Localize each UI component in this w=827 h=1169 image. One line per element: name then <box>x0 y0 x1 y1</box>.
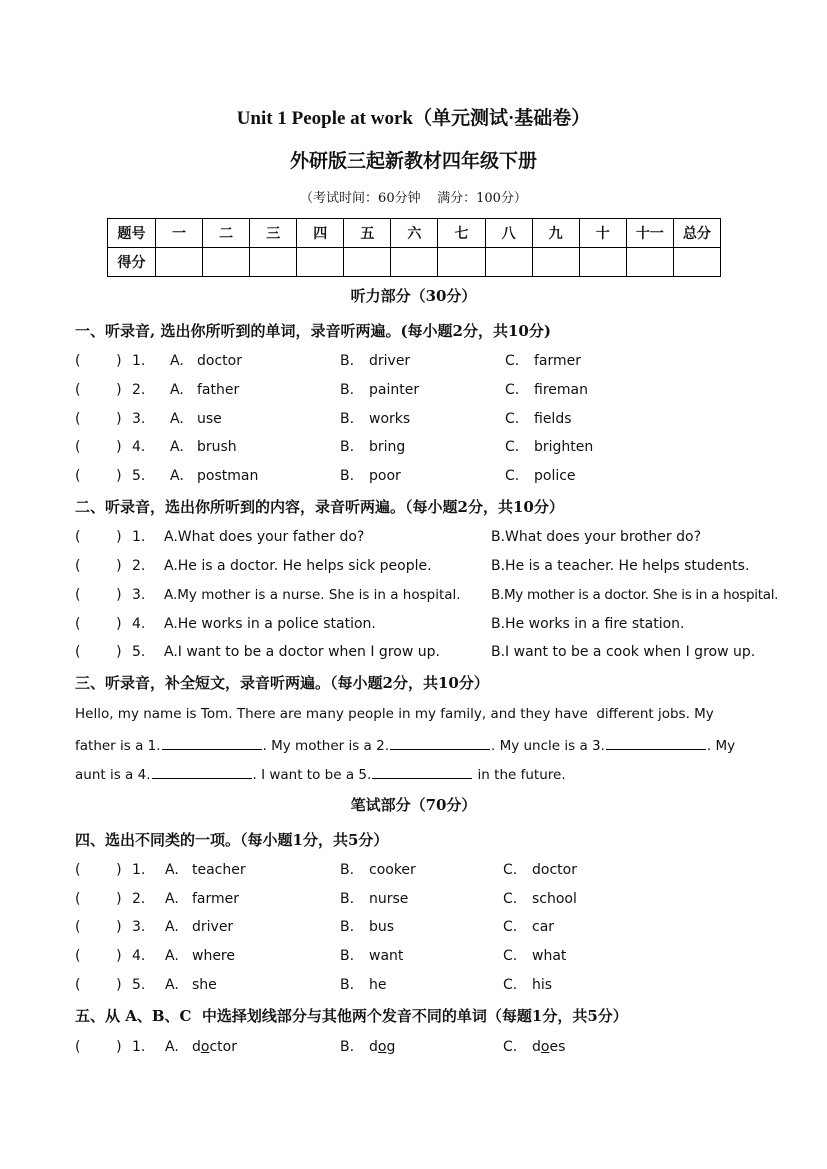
option-c-label: C. <box>503 1039 518 1055</box>
score-col-3: 三 <box>250 219 297 248</box>
word-part: ctor <box>209 1039 237 1055</box>
passage-text: father is a 1. <box>75 738 161 754</box>
option-a-label: A. <box>165 948 179 964</box>
option-c-label: C. <box>503 919 518 935</box>
blank-2[interactable] <box>390 735 490 750</box>
option-c-word: doctor <box>532 862 577 878</box>
option-a-label: A. <box>165 977 179 993</box>
option-a: A.What does your father do? <box>164 529 365 545</box>
option-b-label: B. <box>340 977 355 993</box>
option-b-label: B. <box>340 439 355 455</box>
option-a: A.He works in a police station. <box>164 616 376 632</box>
question-number: 4. <box>132 439 146 455</box>
question-number: 4. <box>132 616 146 632</box>
answer-paren: ( ) <box>75 948 122 964</box>
option-b-word: cooker <box>369 862 416 878</box>
score-cell <box>438 248 485 277</box>
score-col-4: 四 <box>297 219 344 248</box>
option-a-label: A. <box>165 862 179 878</box>
option-c-label: C. <box>505 411 520 427</box>
word-part: d <box>532 1039 541 1055</box>
option-c-label: C. <box>503 948 518 964</box>
blank-4[interactable] <box>152 764 252 779</box>
option-c-label: C. <box>503 891 518 907</box>
option-c-label: C. <box>505 382 520 398</box>
underlined-letter: o <box>540 1039 550 1055</box>
passage-text: . My <box>706 738 736 754</box>
passage-line-1: Hello, my name is Tom. There are many people in my family, and they have different jobs. My <box>75 706 714 722</box>
score-cell <box>579 248 626 277</box>
score-col-10: 十 <box>579 219 626 248</box>
option-b-label: B. <box>340 948 355 964</box>
option-c-label: C. <box>505 353 520 369</box>
underlined-letter: o <box>377 1039 387 1055</box>
answer-paren: ( ) <box>75 558 122 574</box>
option-a-word: driver <box>192 919 234 935</box>
option-b-label: B. <box>340 468 355 484</box>
score-table <box>107 218 721 277</box>
answer-paren: ( ) <box>75 468 122 484</box>
answer-paren: ( ) <box>75 529 122 545</box>
option-b-label: B. <box>340 1039 355 1055</box>
answer-paren: ( ) <box>75 411 122 427</box>
option-b-label: B. <box>340 353 355 369</box>
option-b-word: poor <box>369 468 401 484</box>
blank-3[interactable] <box>606 735 706 750</box>
section-3-title: 三、听录音，补全短文，录音听两遍。（每小题2分，共10分） <box>75 674 489 692</box>
score-cell <box>673 248 720 277</box>
score-col-5: 五 <box>344 219 391 248</box>
option-b-word: he <box>369 977 387 993</box>
option-b: B.He works in a fire station. <box>491 616 685 632</box>
option-a: A.He is a doctor. He helps sick people. <box>164 558 432 574</box>
passage-text: . My mother is a 2. <box>262 738 389 754</box>
blank-5[interactable] <box>372 764 472 779</box>
question-number-label: 题号 <box>108 219 156 248</box>
question-number: 4. <box>132 948 146 964</box>
score-col-6: 六 <box>391 219 438 248</box>
score-table-header-row <box>108 219 721 248</box>
option-a-label: A. <box>165 919 179 935</box>
score-cell <box>203 248 250 277</box>
passage-line-3 <box>75 764 566 783</box>
option-b: B.My mother is a doctor. She is in a hospital. <box>491 587 779 603</box>
exam-info: （考试时间：60分钟 满分：100分） <box>300 191 527 206</box>
score-col-1: 一 <box>156 219 203 248</box>
option-b: B.He is a teacher. He helps students. <box>491 558 750 574</box>
score-cell <box>485 248 532 277</box>
option-c-label: C. <box>503 977 518 993</box>
option-b-word: nurse <box>369 891 409 907</box>
word-part: g <box>386 1039 396 1055</box>
score-cell <box>391 248 438 277</box>
question-number: 5. <box>132 644 146 660</box>
question-number: 2. <box>132 891 146 907</box>
score-col-11: 十一 <box>626 219 673 248</box>
score-label: 得分 <box>108 248 156 277</box>
option-c-word: his <box>532 977 553 993</box>
option-a-word: she <box>192 977 217 993</box>
option-a-label: A. <box>165 891 179 907</box>
option-b-word: bring <box>369 439 406 455</box>
score-col-total: 总分 <box>673 219 720 248</box>
option-a-word: teacher <box>192 862 246 878</box>
option-a: A.I want to be a doctor when I grow up. <box>164 644 440 660</box>
passage-line-2 <box>75 735 735 754</box>
option-a-label: A. <box>170 353 184 369</box>
word-part: es <box>549 1039 566 1055</box>
option-c-label: C. <box>505 439 520 455</box>
question-number: 1. <box>132 862 146 878</box>
word-part: d <box>369 1039 378 1055</box>
option-c-word: police <box>534 468 576 484</box>
option-b-word: works <box>369 411 411 427</box>
question-number: 2. <box>132 382 146 398</box>
option-c-word: farmer <box>534 353 582 369</box>
question-number: 2. <box>132 558 146 574</box>
option-a-label: A. <box>165 1039 179 1055</box>
option-a-word <box>192 1039 237 1055</box>
option-a-word: farmer <box>192 891 240 907</box>
answer-paren: ( ) <box>75 587 122 603</box>
option-c-word: fireman <box>534 382 588 398</box>
question-number: 5. <box>132 977 146 993</box>
exam-title: Unit 1 People at work（单元测试·基础卷） <box>236 108 591 129</box>
option-b-label: B. <box>340 411 355 427</box>
option-b-word <box>369 1039 395 1055</box>
answer-paren: ( ) <box>75 1039 122 1055</box>
option-b: B.What does your brother do? <box>491 529 701 545</box>
score-col-9: 九 <box>532 219 579 248</box>
writing-part-title: 笔试部分（70分） <box>350 796 477 814</box>
option-a: A.My mother is a nurse. She is in a hospital. <box>164 587 461 603</box>
score-cell <box>156 248 203 277</box>
answer-paren: ( ) <box>75 439 122 455</box>
score-table-score-row <box>108 248 721 277</box>
exam-subtitle: 外研版三起新教材四年级下册 <box>289 150 537 172</box>
option-a-word: father <box>197 382 240 398</box>
option-b-word: painter <box>369 382 420 398</box>
score-cell <box>250 248 297 277</box>
score-cell <box>626 248 673 277</box>
option-c-word: brighten <box>534 439 594 455</box>
section-2-title: 二、听录音，选出你所听到的内容，录音听两遍。（每小题2分，共10分） <box>75 498 564 516</box>
option-a-label: A. <box>170 411 184 427</box>
passage-text: . I want to be a 5. <box>252 767 372 783</box>
option-a-word: brush <box>197 439 237 455</box>
option-c-word <box>532 1039 565 1055</box>
option-c-word: school <box>532 891 577 907</box>
score-cell <box>297 248 344 277</box>
answer-paren: ( ) <box>75 919 122 935</box>
section-5-title: 五、从 A、B、C 中选择划线部分与其他两个发音不同的单词（每题1分，共5分） <box>75 1007 628 1025</box>
answer-paren: ( ) <box>75 353 122 369</box>
option-b-word: bus <box>369 919 395 935</box>
option-c-word: fields <box>534 411 572 427</box>
answer-paren: ( ) <box>75 382 122 398</box>
question-number: 3. <box>132 587 146 603</box>
option-a-word: where <box>192 948 235 964</box>
option-b-label: B. <box>340 891 355 907</box>
score-col-8: 八 <box>485 219 532 248</box>
score-cell <box>532 248 579 277</box>
option-b-label: B. <box>340 382 355 398</box>
option-b-label: B. <box>340 919 355 935</box>
answer-paren: ( ) <box>75 644 122 660</box>
option-b-word: want <box>369 948 404 964</box>
score-col-2: 二 <box>203 219 250 248</box>
option-a-word: doctor <box>197 353 242 369</box>
question-number: 1. <box>132 1039 146 1055</box>
question-number: 5. <box>132 468 146 484</box>
question-number: 1. <box>132 353 146 369</box>
option-b: B.I want to be a cook when I grow up. <box>491 644 756 660</box>
option-a-label: A. <box>170 468 184 484</box>
option-a-label: A. <box>170 439 184 455</box>
answer-paren: ( ) <box>75 616 122 632</box>
blank-1[interactable] <box>162 735 262 750</box>
option-a-word: use <box>197 411 222 427</box>
option-c-label: C. <box>505 468 520 484</box>
answer-paren: ( ) <box>75 977 122 993</box>
option-c-word: what <box>532 948 567 964</box>
option-c-word: car <box>532 919 555 935</box>
score-cell <box>344 248 391 277</box>
option-b-label: B. <box>340 862 355 878</box>
listening-part-title: 听力部分（30分） <box>350 287 477 305</box>
score-col-7: 七 <box>438 219 485 248</box>
section-1-title: 一、听录音, 选出你所听到的单词，录音听两遍。(每小题2分，共10分) <box>75 322 551 340</box>
passage-text: aunt is a 4. <box>75 767 151 783</box>
answer-paren: ( ) <box>75 891 122 907</box>
option-a-label: A. <box>170 382 184 398</box>
option-c-label: C. <box>503 862 518 878</box>
passage-text: . My uncle is a 3. <box>490 738 605 754</box>
underlined-letter: o <box>200 1039 210 1055</box>
option-a-word: postman <box>197 468 259 484</box>
section-4-title: 四、选出不同类的一项。（每小题1分，共5分） <box>75 831 389 849</box>
word-part: d <box>192 1039 201 1055</box>
question-number: 3. <box>132 411 146 427</box>
passage-text: in the future. <box>473 767 566 783</box>
answer-paren: ( ) <box>75 862 122 878</box>
question-number: 3. <box>132 919 146 935</box>
question-number: 1. <box>132 529 146 545</box>
option-b-word: driver <box>369 353 411 369</box>
